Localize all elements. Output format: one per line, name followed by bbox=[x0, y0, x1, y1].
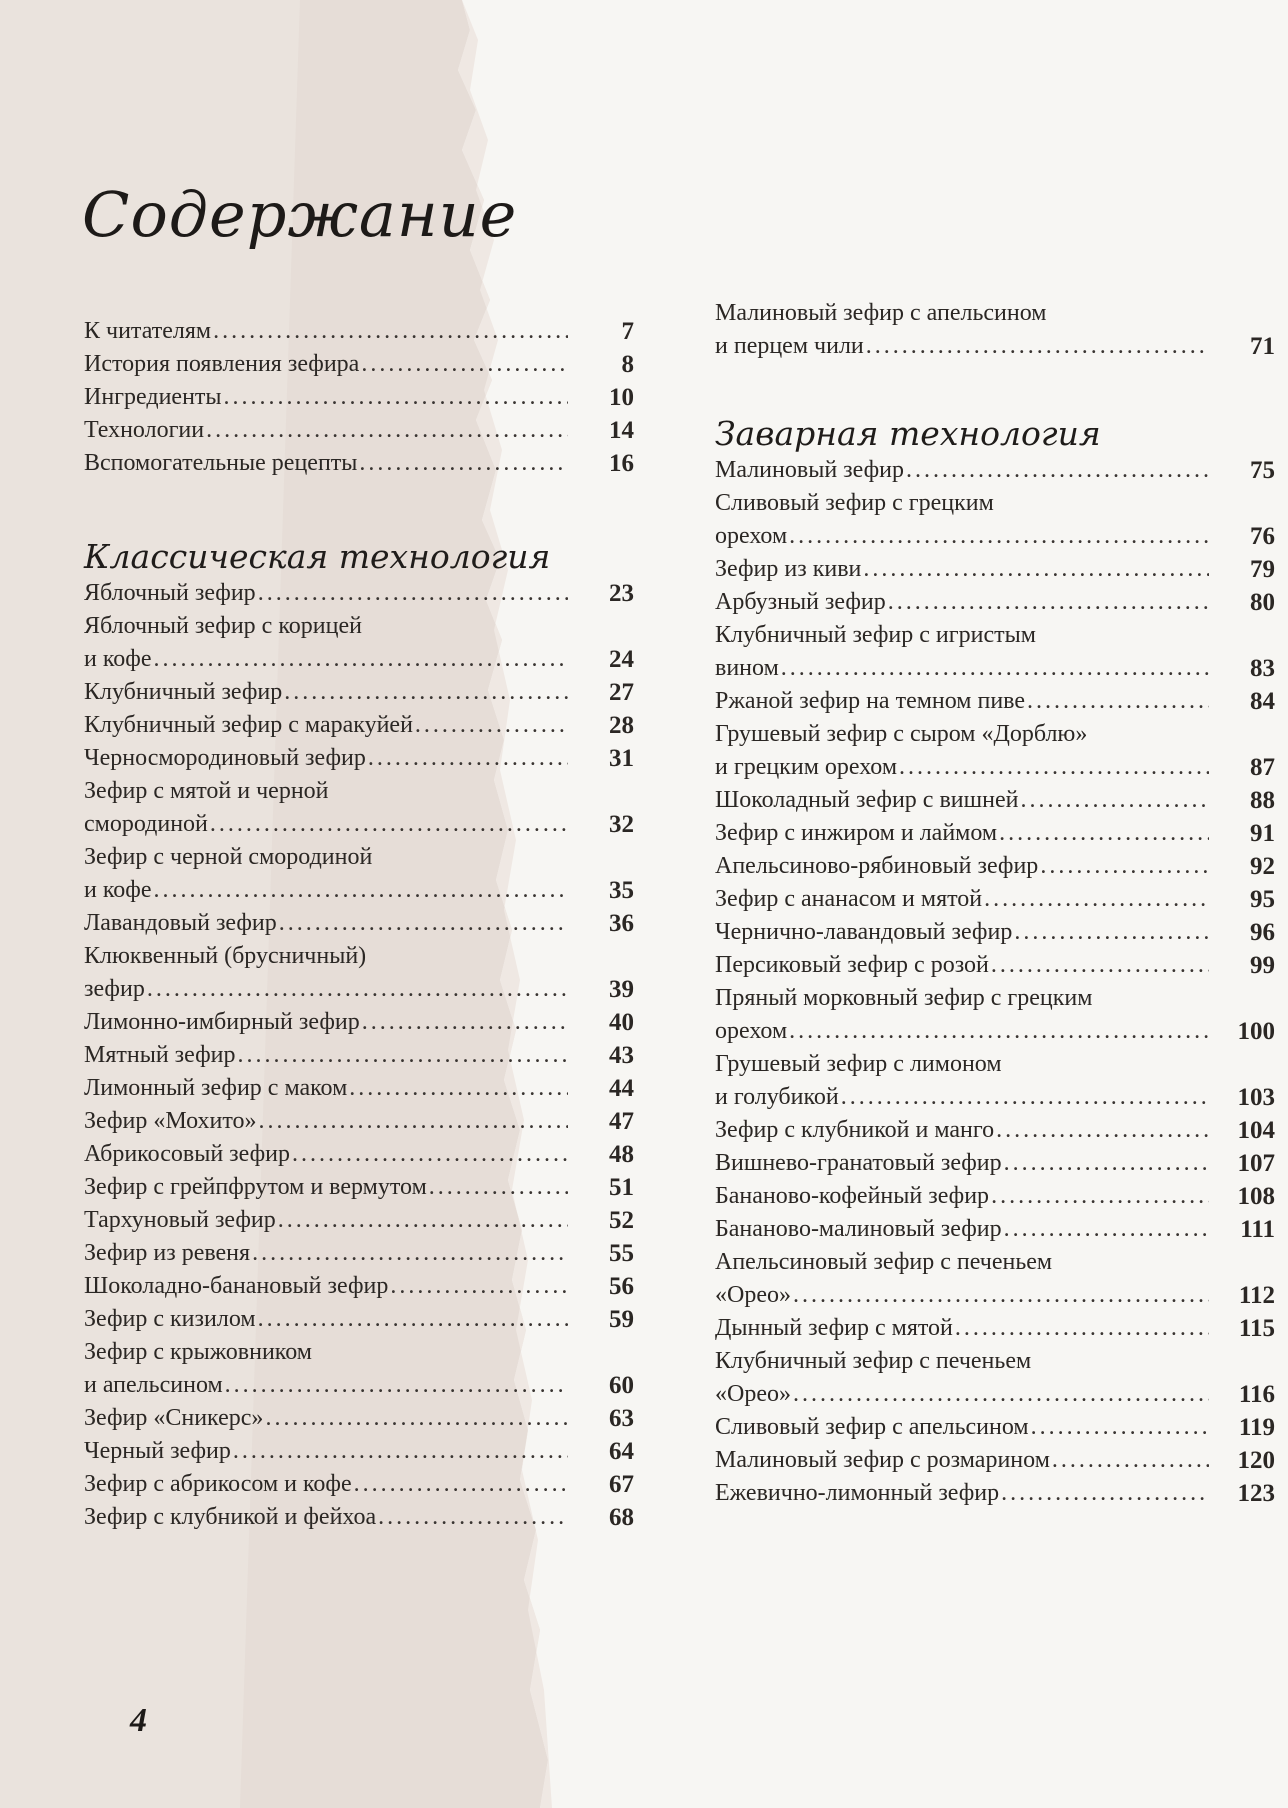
toc-entry-title-line1: Апельсиновый зефир с печеньем bbox=[715, 1249, 1053, 1275]
toc-entry[interactable] bbox=[715, 1213, 1275, 1246]
toc-page-number: 35 bbox=[609, 877, 634, 904]
dot-leader bbox=[841, 1081, 1209, 1114]
toc-entry[interactable] bbox=[715, 297, 1275, 363]
dot-leader bbox=[991, 1180, 1209, 1213]
dot-leader bbox=[284, 676, 568, 709]
toc-entry[interactable] bbox=[715, 685, 1275, 718]
dot-leader bbox=[210, 808, 568, 841]
toc-entry-title: «Орео» bbox=[715, 1381, 791, 1407]
dot-leader bbox=[1052, 1444, 1209, 1477]
dot-leader bbox=[233, 1435, 568, 1468]
toc-entry-title: Малиновый зефир с розмарином bbox=[715, 1447, 1050, 1473]
toc-entry-title: Зефир с ананасом и мятой bbox=[715, 886, 983, 912]
dot-leader bbox=[1004, 1147, 1209, 1180]
toc-entry[interactable] bbox=[715, 1246, 1275, 1312]
toc-entry[interactable] bbox=[84, 1204, 634, 1237]
dot-leader bbox=[213, 315, 568, 348]
toc-entry-title: Лимонный зефир с маком bbox=[84, 1075, 348, 1101]
dot-leader bbox=[349, 1072, 568, 1105]
toc-page-number: 95 bbox=[1250, 886, 1275, 913]
toc-page-number: 112 bbox=[1238, 1282, 1275, 1309]
toc-entry[interactable] bbox=[84, 709, 634, 742]
dot-leader bbox=[279, 907, 568, 940]
toc-page-number: 67 bbox=[609, 1471, 634, 1498]
toc-entry-title: Чернично-лавандовый зефир bbox=[715, 919, 1013, 945]
toc-page-number: 104 bbox=[1237, 1117, 1275, 1144]
toc-page-number: 39 bbox=[609, 976, 634, 1003]
toc-entry-title: вином bbox=[715, 655, 779, 681]
toc-entry-title: Арбузный зефир bbox=[715, 589, 886, 615]
toc-entry[interactable] bbox=[84, 1072, 634, 1105]
toc-entry[interactable] bbox=[715, 883, 1275, 916]
toc-entry[interactable] bbox=[84, 742, 634, 775]
toc-entry[interactable] bbox=[84, 1402, 634, 1435]
toc-entry-title: К читателям bbox=[84, 318, 212, 344]
dot-leader bbox=[866, 330, 1209, 363]
toc-entry[interactable] bbox=[84, 1237, 634, 1270]
toc-entry-title: Клубничный зефир с маракуйей bbox=[84, 712, 413, 738]
toc-entry[interactable] bbox=[715, 949, 1275, 982]
toc-page-number: 7 bbox=[621, 318, 634, 345]
toc-page-number: 83 bbox=[1250, 655, 1275, 682]
dot-leader bbox=[362, 1006, 568, 1039]
toc-page-number: 14 bbox=[609, 417, 634, 444]
dot-leader bbox=[991, 949, 1209, 982]
dot-leader bbox=[292, 1138, 568, 1171]
dot-leader bbox=[390, 1270, 568, 1303]
toc-page-number: 60 bbox=[609, 1372, 634, 1399]
toc-entry-title-line1: Зефир с черной смородиной bbox=[84, 844, 373, 870]
dot-leader bbox=[252, 1237, 568, 1270]
toc-entry-title: Зефир «Сникерс» bbox=[84, 1405, 264, 1431]
toc-page-number: 31 bbox=[609, 745, 634, 772]
dot-leader bbox=[258, 577, 568, 610]
toc-page-number: 63 bbox=[609, 1405, 634, 1432]
toc-entry-title: смородиной bbox=[84, 811, 208, 837]
toc-entry-title: зефир bbox=[84, 976, 145, 1002]
toc-page-number: 111 bbox=[1240, 1216, 1275, 1243]
dot-leader bbox=[1020, 784, 1209, 817]
dot-leader bbox=[259, 1105, 568, 1138]
toc-entry-title-line1: Клюквенный (брусничный) bbox=[84, 943, 367, 969]
toc-entry[interactable] bbox=[715, 1444, 1275, 1477]
toc-page-number: 80 bbox=[1250, 589, 1275, 616]
toc-page-number: 16 bbox=[609, 450, 634, 477]
toc-entry-title: орехом bbox=[715, 523, 788, 549]
toc-entry[interactable] bbox=[715, 1345, 1275, 1411]
toc-entry[interactable] bbox=[715, 718, 1275, 784]
toc-page-number: 107 bbox=[1237, 1150, 1275, 1177]
toc-page-number: 79 bbox=[1250, 556, 1275, 583]
toc-entry-title: орехом bbox=[715, 1018, 788, 1044]
dot-leader bbox=[359, 447, 568, 480]
toc-entry-title-line1: Малиновый зефир с апельсином bbox=[715, 300, 1047, 326]
toc-page-number: 91 bbox=[1250, 820, 1275, 847]
dot-leader bbox=[354, 1468, 568, 1501]
dot-leader bbox=[793, 1378, 1209, 1411]
toc-entry-title: История появления зефира bbox=[84, 351, 360, 377]
toc-entry[interactable] bbox=[715, 817, 1275, 850]
toc-left-column bbox=[84, 315, 634, 1534]
dot-leader bbox=[793, 1279, 1209, 1312]
toc-entry[interactable] bbox=[84, 1105, 634, 1138]
toc-entry-title: Ржаной зефир на темном пиве bbox=[715, 688, 1026, 714]
toc-entry-title: Черносмородиновый зефир bbox=[84, 745, 366, 771]
toc-page-number: 56 bbox=[609, 1273, 634, 1300]
toc-entry-title: Малиновый зефир bbox=[715, 457, 904, 483]
dot-leader bbox=[154, 874, 569, 907]
toc-entry-title: Абрикосовый зефир bbox=[84, 1141, 290, 1167]
toc-page-number: 8 bbox=[621, 351, 634, 378]
dot-leader bbox=[378, 1501, 568, 1534]
toc-page-number: 40 bbox=[609, 1009, 634, 1036]
toc-entry[interactable] bbox=[84, 841, 634, 907]
toc-entry-title: Тархуновый зефир bbox=[84, 1207, 276, 1233]
toc-page-number: 24 bbox=[609, 646, 634, 673]
toc-entry[interactable] bbox=[84, 447, 634, 480]
toc-entry[interactable] bbox=[715, 1312, 1275, 1345]
toc-page-number: 119 bbox=[1238, 1414, 1275, 1441]
toc-entry-title: Шоколадно-банановый зефир bbox=[84, 1273, 389, 1299]
toc-entry[interactable] bbox=[715, 586, 1275, 619]
toc-page-number: 108 bbox=[1237, 1183, 1275, 1210]
toc-entry[interactable] bbox=[84, 1039, 634, 1072]
toc-entry[interactable] bbox=[84, 676, 634, 709]
toc-entry-title-line1: Клубничный зефир с печеньем bbox=[715, 1348, 1032, 1374]
dot-leader bbox=[899, 751, 1209, 784]
toc-entry[interactable] bbox=[84, 315, 634, 348]
toc-entry-title: Апельсиново-рябиновый зефир bbox=[715, 853, 1039, 879]
toc-entry-title: Зефир «Мохито» bbox=[84, 1108, 257, 1134]
toc-entry-title: и кофе bbox=[84, 646, 152, 672]
dot-leader bbox=[955, 1312, 1209, 1345]
dot-leader bbox=[789, 520, 1209, 553]
toc-entry-title: Вишнево-гранатовый зефир bbox=[715, 1150, 1002, 1176]
dot-leader bbox=[206, 414, 568, 447]
toc-page-number: 84 bbox=[1250, 688, 1275, 715]
toc-page-number: 87 bbox=[1250, 754, 1275, 781]
toc-page-number: 36 bbox=[609, 910, 634, 937]
toc-entry-title: Мятный зефир bbox=[84, 1042, 236, 1068]
toc-page-number: 116 bbox=[1238, 1381, 1275, 1408]
dot-leader bbox=[906, 454, 1209, 487]
toc-entry-title-line1: Зефир с крыжовником bbox=[84, 1339, 312, 1365]
toc-entry[interactable] bbox=[84, 381, 634, 414]
toc-entry[interactable] bbox=[84, 1468, 634, 1501]
toc-entry[interactable] bbox=[84, 940, 634, 1006]
toc-entry[interactable] bbox=[84, 348, 634, 381]
toc-page-number: 51 bbox=[609, 1174, 634, 1201]
toc-entry-title-line1: Грушевый зефир с лимоном bbox=[715, 1051, 1002, 1077]
dot-leader bbox=[781, 652, 1209, 685]
toc-page-number: 43 bbox=[609, 1042, 634, 1069]
toc-entry-title: Клубничный зефир bbox=[84, 679, 283, 705]
toc-entry-title: Яблочный зефир bbox=[84, 580, 256, 606]
toc-entry-title-line1: Яблочный зефир с корицей bbox=[84, 613, 362, 639]
toc-entry-title: Зефир с инжиром и лаймом bbox=[715, 820, 998, 846]
dot-leader bbox=[1014, 916, 1209, 949]
toc-entry-title: Бананово-кофейный зефир bbox=[715, 1183, 990, 1209]
toc-entry-title: Шоколадный зефир с вишней bbox=[715, 787, 1019, 813]
toc-page-number: 100 bbox=[1237, 1018, 1275, 1045]
toc-entry-title: Черный зефир bbox=[84, 1438, 231, 1464]
toc-entry[interactable] bbox=[84, 775, 634, 841]
toc-entry-title: Вспомогательные рецепты bbox=[84, 450, 358, 476]
dot-leader bbox=[225, 1369, 568, 1402]
toc-entry[interactable] bbox=[715, 1048, 1275, 1114]
dot-leader bbox=[368, 742, 568, 775]
dot-leader bbox=[429, 1171, 568, 1204]
toc-page-number: 92 bbox=[1250, 853, 1275, 880]
dot-leader bbox=[1004, 1213, 1209, 1246]
toc-page-number: 55 bbox=[609, 1240, 634, 1267]
toc-entry[interactable] bbox=[84, 1138, 634, 1171]
toc-page-number: 68 bbox=[609, 1504, 634, 1531]
toc-entry-title: и голубикой bbox=[715, 1084, 839, 1110]
toc-page-number: 71 bbox=[1250, 333, 1275, 360]
toc-page-number: 64 bbox=[609, 1438, 634, 1465]
toc-page-number: 28 bbox=[609, 712, 634, 739]
toc-entry[interactable] bbox=[715, 1477, 1275, 1510]
toc-page-number: 99 bbox=[1250, 952, 1275, 979]
toc-entry-title: Зефир из киви bbox=[715, 556, 862, 582]
toc-entry-title: Сливовый зефир с апельсином bbox=[715, 1414, 1029, 1440]
toc-page-number: 10 bbox=[609, 384, 634, 411]
dot-leader bbox=[265, 1402, 568, 1435]
dot-leader bbox=[888, 586, 1209, 619]
dot-leader bbox=[984, 883, 1209, 916]
toc-entry[interactable] bbox=[84, 610, 634, 676]
toc-entry[interactable] bbox=[84, 1336, 634, 1402]
toc-entry[interactable] bbox=[715, 1147, 1275, 1180]
toc-page-number: 48 bbox=[609, 1141, 634, 1168]
toc-page-number: 115 bbox=[1238, 1315, 1275, 1342]
toc-entry-title: Зефир с грейпфрутом и вермутом bbox=[84, 1174, 427, 1200]
toc-page-number: 23 bbox=[609, 580, 634, 607]
dot-leader bbox=[258, 1303, 568, 1336]
toc-entry[interactable] bbox=[715, 1180, 1275, 1213]
toc-page-number: 120 bbox=[1237, 1447, 1275, 1474]
dot-leader bbox=[1001, 1477, 1209, 1510]
dot-leader bbox=[999, 817, 1209, 850]
toc-entry[interactable] bbox=[715, 454, 1275, 487]
toc-page-number: 27 bbox=[609, 679, 634, 706]
dot-leader bbox=[863, 553, 1209, 586]
toc-continued-list bbox=[715, 297, 1275, 363]
toc-entry-title: и грецким орехом bbox=[715, 754, 898, 780]
toc-page-number: 59 bbox=[609, 1306, 634, 1333]
toc-entry[interactable] bbox=[715, 553, 1275, 586]
page-title: Содержание bbox=[82, 178, 518, 251]
dot-leader bbox=[224, 381, 568, 414]
toc-page-number: 32 bbox=[609, 811, 634, 838]
toc-entry-title: Зефир с клубникой и фейхоа bbox=[84, 1504, 377, 1530]
toc-entry[interactable] bbox=[715, 916, 1275, 949]
toc-entry[interactable] bbox=[715, 850, 1275, 883]
toc-page-number: 44 bbox=[609, 1075, 634, 1102]
dot-leader bbox=[1027, 685, 1209, 718]
dot-leader bbox=[278, 1204, 568, 1237]
toc-page-number: 103 bbox=[1237, 1084, 1275, 1111]
toc-entry-title: Зефир с клубникой и манго bbox=[715, 1117, 995, 1143]
toc-page-number: 52 bbox=[609, 1207, 634, 1234]
page-number: 4 bbox=[130, 1702, 147, 1739]
dot-leader bbox=[1031, 1411, 1209, 1444]
toc-entry[interactable] bbox=[715, 982, 1275, 1048]
toc-entry[interactable] bbox=[84, 1435, 634, 1468]
toc-entry-title: Персиковый зефир с розой bbox=[715, 952, 989, 978]
toc-page-number: 75 bbox=[1250, 457, 1275, 484]
toc-entry[interactable] bbox=[715, 487, 1275, 553]
dot-leader bbox=[238, 1039, 569, 1072]
toc-entry-title: и перцем чили bbox=[715, 333, 864, 359]
toc-entry-title-line1: Пряный морковный зефир с грецким bbox=[715, 985, 1093, 1011]
section-heading-custard: Заварная технология bbox=[715, 414, 1101, 453]
toc-entry[interactable] bbox=[84, 1171, 634, 1204]
toc-entry-title-line1: Клубничный зефир с игристым bbox=[715, 622, 1036, 648]
toc-page-number: 96 bbox=[1250, 919, 1275, 946]
section-heading-classic: Классическая технология bbox=[84, 537, 551, 576]
toc-page-number: 47 bbox=[609, 1108, 634, 1135]
toc-page-number: 88 bbox=[1250, 787, 1275, 814]
toc-entry[interactable] bbox=[84, 577, 634, 610]
toc-entry-title: Лавандовый зефир bbox=[84, 910, 277, 936]
toc-entry-title: и кофе bbox=[84, 877, 152, 903]
dot-leader bbox=[415, 709, 568, 742]
toc-entry-title: Дынный зефир с мятой bbox=[715, 1315, 953, 1341]
toc-entry-title: «Орео» bbox=[715, 1282, 791, 1308]
toc-entry[interactable] bbox=[84, 1006, 634, 1039]
toc-entry[interactable] bbox=[715, 1114, 1275, 1147]
toc-entry[interactable] bbox=[715, 1411, 1275, 1444]
toc-right-column bbox=[715, 297, 1275, 1510]
dot-leader bbox=[996, 1114, 1209, 1147]
toc-entry[interactable] bbox=[715, 784, 1275, 817]
toc-entry-title: Зефир с абрикосом и кофе bbox=[84, 1471, 352, 1497]
toc-entry-title-line1: Грушевый зефир с сыром «Дорблю» bbox=[715, 721, 1088, 747]
toc-entry-title: Бананово-малиновый зефир bbox=[715, 1216, 1002, 1242]
toc-custard-list bbox=[715, 454, 1275, 1510]
toc-intro-list bbox=[84, 315, 634, 480]
toc-entry-title: и апельсином bbox=[84, 1372, 223, 1398]
toc-entry-title-line1: Сливовый зефир с грецким bbox=[715, 490, 994, 516]
toc-entry-title-line1: Зефир с мятой и черной bbox=[84, 778, 329, 804]
dot-leader bbox=[361, 348, 568, 381]
toc-entry-title: Лимонно-имбирный зефир bbox=[84, 1009, 360, 1035]
toc-entry[interactable] bbox=[84, 1501, 634, 1534]
dot-leader bbox=[789, 1015, 1209, 1048]
dot-leader bbox=[147, 973, 568, 1006]
toc-entry[interactable] bbox=[84, 414, 634, 447]
toc-entry-title: Технологии bbox=[84, 417, 205, 443]
toc-entry-title: Ежевично-лимонный зефир bbox=[715, 1480, 1000, 1506]
toc-entry[interactable] bbox=[84, 1303, 634, 1336]
toc-entry[interactable] bbox=[715, 619, 1275, 685]
toc-entry-title: Зефир с кизилом bbox=[84, 1306, 256, 1332]
dot-leader bbox=[154, 643, 569, 676]
toc-entry[interactable] bbox=[84, 907, 634, 940]
dot-leader bbox=[1040, 850, 1209, 883]
toc-entry-title: Зефир из ревеня bbox=[84, 1240, 251, 1266]
toc-entry-title: Ингредиенты bbox=[84, 384, 222, 410]
toc-classic-list bbox=[84, 577, 634, 1534]
toc-page-number: 123 bbox=[1237, 1480, 1275, 1507]
toc-page-number: 76 bbox=[1250, 523, 1275, 550]
toc-entry[interactable] bbox=[84, 1270, 634, 1303]
